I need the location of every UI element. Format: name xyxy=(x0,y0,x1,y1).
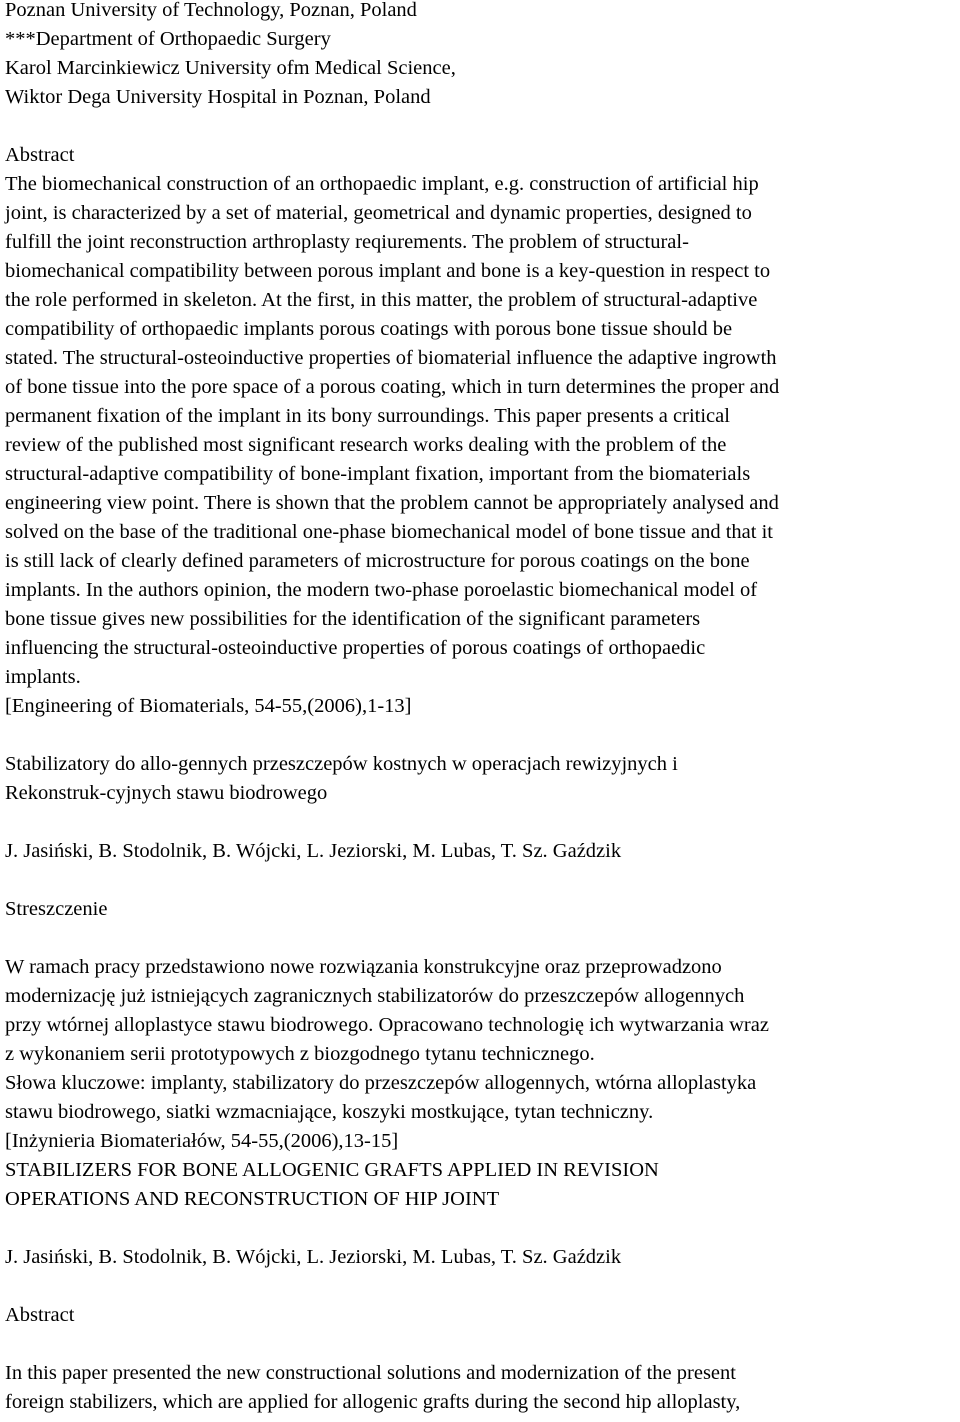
abstract-line: permanent fixation of the implant in its bony surroundings. This paper presents a critical xyxy=(5,405,730,427)
abstract-line: implants. xyxy=(5,666,81,688)
english-abstract-heading: Abstract xyxy=(5,1304,75,1326)
affiliation-line: Karol Marcinkiewicz University ofm Medical Science, xyxy=(5,57,456,79)
affiliation-line: Poznan University of Technology, Poznan, Poland xyxy=(5,0,417,21)
keywords-line: stawu biodrowego, siatki wzmacniające, koszyki mostkujące, tytan techniczny. xyxy=(5,1101,654,1123)
english-abstract-body xyxy=(5,1359,955,1417)
abstract-line: biomechanical compatibility between porous implant and bone is a key-question in respect to xyxy=(5,260,771,282)
abstract-line: review of the published most significant research works dealing with the problem of the xyxy=(5,434,727,456)
streszczenie-body xyxy=(5,953,955,1214)
spacer xyxy=(5,1330,955,1359)
citation: [Engineering of Biomaterials, 54-55,(2006),1-13] xyxy=(5,695,412,717)
abstract-line: solved on the base of the traditional one-phase biomechanical model of bone tissue and that it xyxy=(5,521,773,543)
english-title-line: OPERATIONS AND RECONSTRUCTION OF HIP JOINT xyxy=(5,1188,500,1210)
streszczenie-heading: Streszczenie xyxy=(5,898,108,920)
abstract-line: implants. In the authors opinion, the modern two-phase poroelastic biomechanical model of xyxy=(5,579,758,601)
abstract-heading: Abstract xyxy=(5,144,75,166)
abstract-line: of bone tissue into the pore space of a porous coating, which in turn determines the proper and xyxy=(5,376,780,398)
document-page xyxy=(5,0,955,1417)
spacer xyxy=(5,1272,955,1301)
abstract-line: is still lack of clearly defined parameters of microstructure for porous coatings on the bone xyxy=(5,550,750,572)
keywords-line: Słowa kluczowe: implanty, stabilizatory do przeszczepów allogennych, wtórna alloplastyka xyxy=(5,1072,757,1094)
abstract-line: przy wtórnej alloplastyce stawu biodrowego. Opracowano technologię ich wytwarzania wraz xyxy=(5,1014,769,1036)
abstract-line: In this paper presented the new constructional solutions and modernization of the present xyxy=(5,1362,736,1384)
article-title-line: Stabilizatory do allo-gennych przeszczepów kostnych w operacjach rewizyjnych i xyxy=(5,753,678,775)
citation: [Inżynieria Biomateriałów, 54-55,(2006),13-15] xyxy=(5,1130,399,1152)
spacer xyxy=(5,1214,955,1243)
abstract-line: structural-adaptive compatibility of bone-implant fixation, important from the biomaterials xyxy=(5,463,751,485)
abstract-line: influencing the structural-osteoinductive properties of porous coatings of orthopaedic xyxy=(5,637,706,659)
spacer xyxy=(5,808,955,837)
article-title-line: Rekonstruk-cyjnych stawu biodrowego xyxy=(5,782,328,804)
abstract-line: stated. The structural-osteoinductive properties of biomaterial influence the adaptive ingrowth xyxy=(5,347,777,369)
english-authors: J. Jasiński, B. Stodolnik, B. Wójcki, L. Jeziorski, M. Lubas, T. Sz. Gaździk xyxy=(5,1246,622,1268)
article2-title xyxy=(5,750,955,808)
abstract-line: engineering view point. There is shown that the problem cannot be appropriately analysed and xyxy=(5,492,779,514)
abstract-line: W ramach pracy przedstawiono nowe rozwiązania konstrukcyjne oraz przeprowadzono xyxy=(5,956,722,978)
abstract-line: z wykonaniem serii prototypowych z biozgodnego tytanu technicznego. xyxy=(5,1043,595,1065)
abstract-line: the role performed in skeleton. At the first, in this matter, the problem of structural-adaptive xyxy=(5,289,758,311)
affiliation-line: Wiktor Dega University Hospital in Poznan, Poland xyxy=(5,86,431,108)
affiliation-line: ***Department of Orthopaedic Surgery xyxy=(5,28,331,50)
english-title-line: STABILIZERS FOR BONE ALLOGENIC GRAFTS APPLIED IN REVISION xyxy=(5,1159,659,1181)
abstract-line: fulfill the joint reconstruction arthroplasty reqiurements. The problem of structural- xyxy=(5,231,689,253)
abstract-line: bone tissue gives new possibilities for the identification of the significant parameters xyxy=(5,608,701,630)
spacer xyxy=(5,112,955,141)
article1-abstract xyxy=(5,141,955,721)
spacer xyxy=(5,866,955,895)
authors: J. Jasiński, B. Stodolnik, B. Wójcki, L. Jeziorski, M. Lubas, T. Sz. Gaździk xyxy=(5,840,622,862)
abstract-line: modernizację już istniejących zagranicznych stabilizatorów do przeszczepów allogennych xyxy=(5,985,745,1007)
abstract-line: foreign stabilizers, which are applied for allogenic grafts during the second hip alloplasty, xyxy=(5,1391,741,1413)
abstract-line: joint, is characterized by a set of material, geometrical and dynamic properties, designed to xyxy=(5,202,752,224)
affiliations-block xyxy=(5,0,955,112)
spacer xyxy=(5,721,955,750)
abstract-line: compatibility of orthopaedic implants porous coatings with porous bone tissue should be xyxy=(5,318,733,340)
abstract-line: The biomechanical construction of an orthopaedic implant, e.g. construction of artificial hip xyxy=(5,173,759,195)
spacer xyxy=(5,924,955,953)
